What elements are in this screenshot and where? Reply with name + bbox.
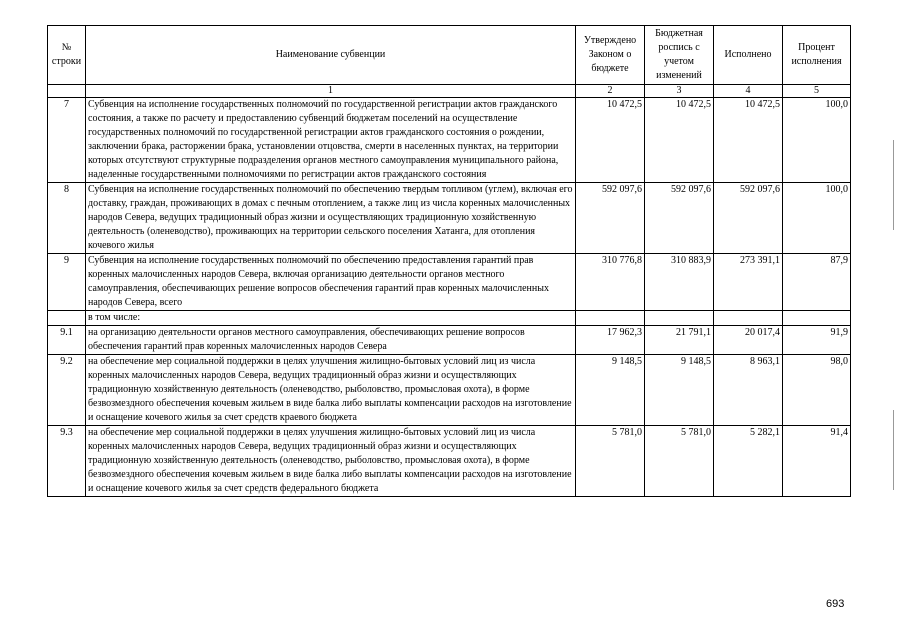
- executed-value: 20 017,4: [714, 326, 783, 355]
- table-row: [48, 98, 851, 183]
- column-number-row: [48, 85, 851, 98]
- approved-value: 17 962,3: [576, 326, 645, 355]
- table-row: [48, 254, 851, 311]
- col-number: 4: [714, 85, 783, 98]
- col-header-name: Наименование субвенции: [86, 26, 576, 85]
- approved-value: 10 472,5: [576, 98, 645, 183]
- budget-value: 310 883,9: [645, 254, 714, 311]
- subvention-name: Субвенция на исполнение государственных полномочий по обеспечению твердым топливом (углем), включая его доставку, граждан, проживающих в домах с печным отоплением, а также лиц из числа коренных малочисленных народов Севера, ведущих традиционный образ жизни и осуществляющих традиционную хозяйственную деятельность (оленеводство), проживающих на территории сельского поселения Хатанга, для отопления кочевого жилья: [86, 183, 576, 254]
- table-row: [48, 311, 851, 326]
- approved-value: 310 776,8: [576, 254, 645, 311]
- subvention-name: в том числе:: [86, 311, 576, 326]
- col-header-executed: Исполнено: [714, 26, 783, 85]
- row-number: 7: [48, 98, 86, 183]
- percent-value: 98,0: [783, 355, 851, 426]
- subvention-name: на обеспечение мер социальной поддержки в целях улучшения жилищно-бытовых условий лиц из числа коренных малочисленных народов Севера, ведущих традиционный образ жизни и осуществляющих традиционную хозяйственную деятельность (оленеводство, рыболовство, промысловая охота), в форме безвозмездного обеспечения кочевым жильем в виде балка либо выплаты компенсации расходов на изготовление и оснащение кочевого жилья за счет средств федерального бюджета: [86, 426, 576, 497]
- executed-value: 273 391,1: [714, 254, 783, 311]
- approved-value: [576, 311, 645, 326]
- header-row: [48, 26, 851, 85]
- subvention-name: на организацию деятельности органов местного самоуправления, обеспечивающих решение вопросов обеспечения гарантий прав коренных малочисленных народов Севера: [86, 326, 576, 355]
- subvention-name: Субвенция на исполнение государственных полномочий по государственной регистрации актов гражданского состояния, а также по расчету и предоставлению субвенций бюджетам поселений на осуществление государственных полномочий по государственной регистрации актов гражданского состояния о рождении, заключении брака, расторжении брака, установлении отцовства, смерти в населенных пунктах, на территории которых отсутствуют структурные подразделения органов местного самоуправления муниципального района, наделенные государственными полномочиями по регистрации актов гражданского состояния: [86, 98, 576, 183]
- executed-value: 10 472,5: [714, 98, 783, 183]
- row-number: 8: [48, 183, 86, 254]
- subvention-name: на обеспечение мер социальной поддержки в целях улучшения жилищно-бытовых условий лиц из числа коренных малочисленных народов Севера, ведущих традиционный образ жизни и осуществляющих традиционную хозяйственную деятельность (оленеводство, рыболовство, промысловая охота), в форме безвозмездного обеспечения кочевым жильем в виде балка либо выплаты компенсации расходов на изготовление и оснащение кочевого жилья за счет средств краевого бюджета: [86, 355, 576, 426]
- col-number: 3: [645, 85, 714, 98]
- col-header-budget: Бюджетная роспись с учетом изменений: [645, 26, 714, 85]
- col-number: 5: [783, 85, 851, 98]
- subvention-name: Субвенция на исполнение государственных полномочий по обеспечению предоставления гарантий прав коренных малочисленных народов Севера, включая организацию деятельности органов местного самоуправления, обеспечивающих решение вопросов обеспечения гарантий прав коренных малочисленных народов Севера, всего: [86, 254, 576, 311]
- col-header-approved: Утверждено Законом о бюджете: [576, 26, 645, 85]
- page-number: 693: [826, 598, 845, 610]
- percent-value: 87,9: [783, 254, 851, 311]
- col-header-percent: Процент исполнения: [783, 26, 851, 85]
- col-number: [48, 85, 86, 98]
- row-number: [48, 311, 86, 326]
- col-number: 1: [86, 85, 576, 98]
- table-row: [48, 426, 851, 497]
- percent-value: 91,9: [783, 326, 851, 355]
- budget-value: 21 791,1: [645, 326, 714, 355]
- executed-value: [714, 311, 783, 326]
- percent-value: [783, 311, 851, 326]
- budget-value: 9 148,5: [645, 355, 714, 426]
- scan-edge-line: [893, 410, 894, 490]
- table-row: [48, 355, 851, 426]
- budget-value: [645, 311, 714, 326]
- col-header-num: № строки: [48, 26, 86, 85]
- approved-value: 592 097,6: [576, 183, 645, 254]
- table-row: [48, 326, 851, 355]
- executed-value: 592 097,6: [714, 183, 783, 254]
- approved-value: 5 781,0: [576, 426, 645, 497]
- budget-value: 592 097,6: [645, 183, 714, 254]
- scan-edge-line: [893, 140, 894, 230]
- row-number: 9.3: [48, 426, 86, 497]
- percent-value: 100,0: [783, 183, 851, 254]
- percent-value: 91,4: [783, 426, 851, 497]
- approved-value: 9 148,5: [576, 355, 645, 426]
- row-number: 9.1: [48, 326, 86, 355]
- executed-value: 8 963,1: [714, 355, 783, 426]
- subvention-table: [47, 25, 851, 497]
- row-number: 9: [48, 254, 86, 311]
- executed-value: 5 282,1: [714, 426, 783, 497]
- table-row: [48, 183, 851, 254]
- percent-value: 100,0: [783, 98, 851, 183]
- row-number: 9.2: [48, 355, 86, 426]
- col-number: 2: [576, 85, 645, 98]
- budget-value: 5 781,0: [645, 426, 714, 497]
- budget-value: 10 472,5: [645, 98, 714, 183]
